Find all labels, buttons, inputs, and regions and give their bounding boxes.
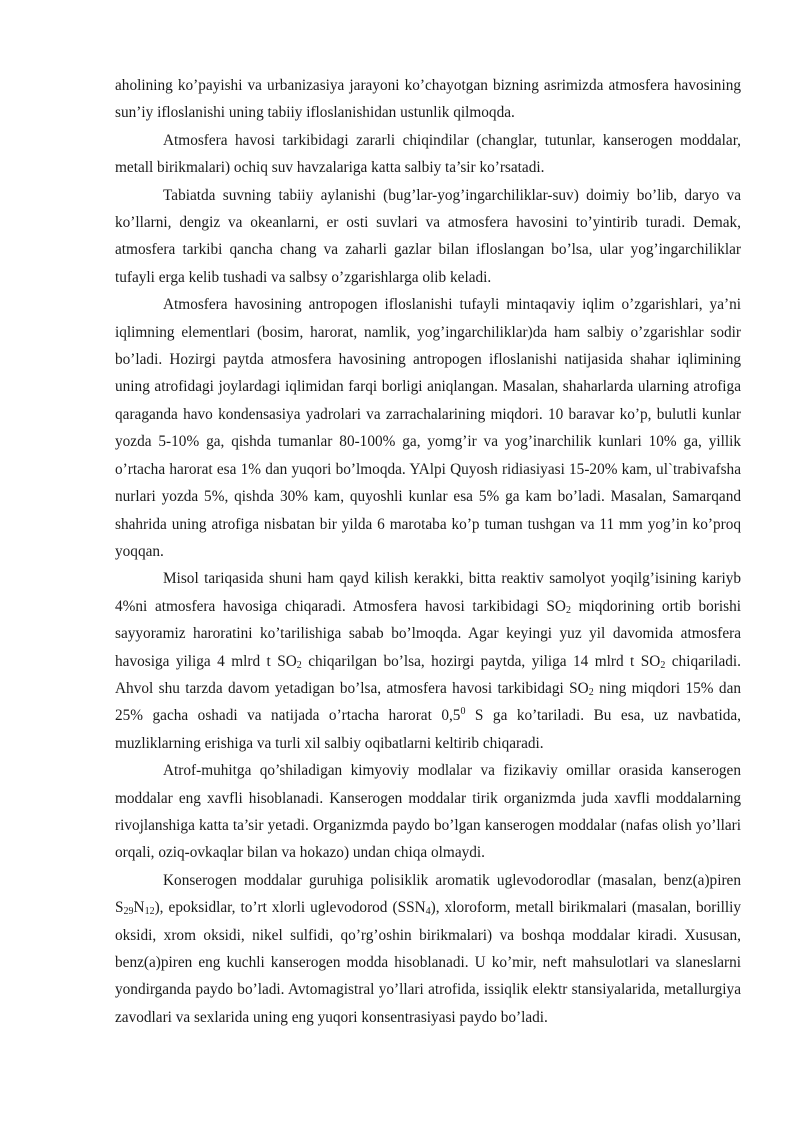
subscript: 12 — [144, 906, 155, 918]
text-run: miqdorining ortib borishi sayyoramiz haroratini ko’tarilishiga sabab bo’lmoqda. Agar keyingi yuz yil davomida atmosfera havosiga yiliga 4 mlrd t SO — [115, 597, 741, 670]
paragraph-2: Atmosfera havosi tarkibidagi zararli chiqindilar (changlar, tutunlar, kanserogen moddalar, metall birikmalari) ochiq suv havzalariga katta salbiy ta’sir ko’rsatadi. — [115, 131, 741, 177]
document-page — [115, 72, 741, 1031]
text-run: ), xloroform, metall birikmalari (masalan, borilliy oksidi, xrom oksidi, nikel sulfidi, qo’rg’oshin birikmalari) va boshqa moddalar kiradi. Xususan, benz(a)piren eng kuchli kanserogen modda hisoblanadi. U ko’mir, neft mahsulotlari va slaneslarni yondirganda paydo bo’ladi. Avtomagistral yo’llari atrofida, issiqlik elektr stansiyalarida, metallurgiya zavodlari va sexlarida uning eng yuqori konsentrasiyasi paydo bo’ladi. — [115, 899, 741, 1026]
paragraph-6: Atrof-muhitga qo’shiladigan kimyoviy modlalar va fizikaviy omillar orasida kanserogen moddalar eng xavfli hisoblanadi. Kanserogen moddalar tirik organizmda juda xavfli moddalarning rivojlanshiga katta ta’sir yetadi. Organizmda paydo bo’lgan kanserogen moddalar (nafas olish yo’llari orqali, oziq-ovkaqlar bilan va hokazo) undan chiqa olmaydi. — [115, 762, 741, 862]
subscript: 2 — [565, 604, 571, 616]
subscript: 2 — [660, 659, 666, 671]
text-run: ), epoksidlar, to’rt xlorli uglevodorod (SSN — [154, 899, 426, 917]
paragraph-5 — [115, 565, 741, 757]
text-run: Konserogen moddalar guruhiga polisiklik aromatik uglevodorodlar (masalan, benz(a)piren S — [115, 871, 741, 917]
superscript: 0 — [460, 706, 466, 718]
paragraph-3: Tabiatda suvning tabiiy aylanishi (bug’lar-yog’ingarchiliklar-suv) doimiy bo’lib, daryo va ko’llarni, dengiz va okeanlarni, er osti suvlari va atmosfera havosini to’yintirib turadi. Demak, atmosfera tarkibi qancha chang va zaharli gazlar bilan ifloslangan bo’lsa, ular yog’ingarchiliklar tufayli erga kelib tushadi va salbsy o’zgarishlarga olib keladi. — [115, 186, 741, 286]
paragraph-7 — [115, 867, 741, 1031]
text-run: chiqariladi. Ahvol shu tarzda davom yetadigan bo’lsa, atmosfera havosi tarkibidagi SO — [115, 652, 741, 697]
subscript: 29 — [123, 906, 134, 918]
subscript: 2 — [588, 686, 594, 698]
text-run: ning miqdori 15% dan 25% gacha oshadi va natijada o’rtacha harorat 0,5 — [115, 679, 742, 725]
text-run: N — [133, 899, 145, 917]
text-run: S ga ko’tariladi. Bu esa, uz navbatida, muzliklarning erishiga va turli xil salbiy oqibatlarni keltirib chiqaradi. — [115, 707, 741, 752]
paragraph-1: aholining ko’payishi va urbanizasiya jarayoni ko’chayotgan bizning asrimizda atmosfera havosining sun’iy ifloslanishi uning tabiiy ifloslanishidan ustunlik qilmoqda. — [115, 77, 741, 122]
text-run: Misol tariqasida shuni ham qayd kilish kerakki, bitta reaktiv samolyot yoqilg’isining kariyb 4%ni atmosfera havosiga chiqaradi. Atmosfera havosi tarkibidagi SO — [115, 570, 741, 615]
paragraph-4: Atmosfera havosining antropogen ifloslanishi tufayli mintaqaviy iqlim o’zgarishlari, ya’ni iqlimning elementlari (bosim, harorat, namlik, yog’ingarchiliklar)da ham salbiy o’zgarishlar sodir bo’ladi. Hozirgi paytda atmosfera havosining antropogen ifloslanishi natijasida shahar iqlimining uning atrofidagi joylardagi iqlimidan farqi borligi aniqlangan. Masalan, shaharlarda ularning atrofiga qaraganda havo kondensasiya yadrolari va zarrachalarining miqdori. 10 baravar ko’p, bulutli kunlar yozda 5-10% ga, qishda tumanlar 80-100% ga, yomg’ir va yog’inarchilik kunlari 10% ga, yillik o’rtacha harorat esa 1% dan yuqori bo’lmoqda. YAlpi Quyosh ridiasiyasi 15-20% kam, ul`trabivafsha nurlari yozda 5%, qishda 30% kam, quyoshli kunlar esa 5% ga kam bo’ladi. Masalan, Samarqand shahrida uning atrofiga nisbatan bir yilda 6 marotaba ko’p tuman tushgan va 11 mm yog’in ko’proq yoqqan. — [115, 296, 741, 560]
text-run: chiqarilgan bo’lsa, hozirgi paytda, yiliga 14 mlrd t SO — [301, 652, 661, 670]
subscript: 2 — [296, 659, 302, 671]
subscript: 4 — [425, 906, 431, 918]
